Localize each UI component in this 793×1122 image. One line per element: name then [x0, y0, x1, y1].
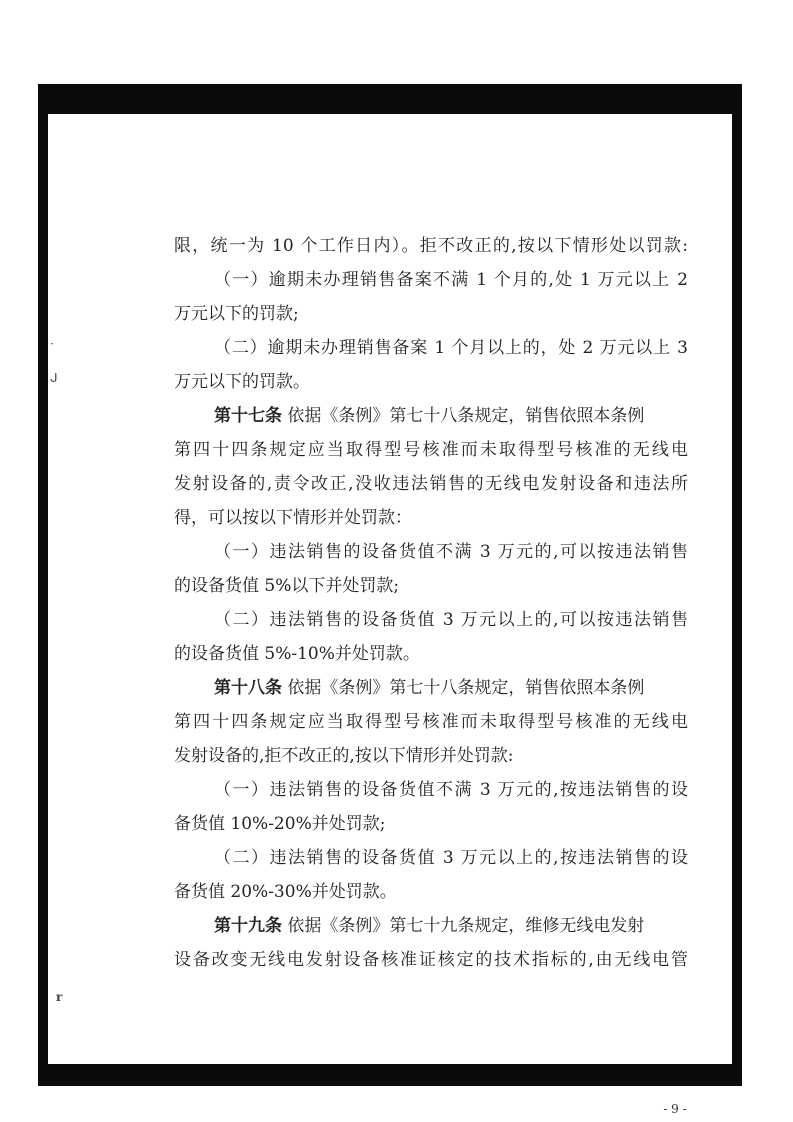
text-line: 发射设备的,拒不改正的,按以下情形并处罚款:: [174, 746, 514, 766]
article-heading: 第十七条: [214, 406, 282, 426]
article-text: 依据《条例》第七十八条规定，销售依照本条例: [287, 406, 645, 426]
article-text: 依据《条例》第七十九条规定，维修无线电发射: [287, 916, 645, 936]
article-text: 依据《条例》第七十八条规定，销售依照本条例: [287, 678, 645, 698]
article-heading: 第十九条: [214, 916, 282, 936]
text-line: （一）违法销售的设备货值不满 3 万元的,按违法销售的设: [214, 780, 688, 800]
text-line: 备货值 20%-30%并处罚款。: [174, 882, 397, 902]
text-line: （二）逾期未办理销售备案 1 个月以上的，处 2 万元以上 3: [214, 338, 688, 358]
scan-mark: ·: [50, 337, 54, 351]
document-page: [48, 114, 732, 1116]
text-line: 第四十四条规定应当取得型号核准而未取得型号核准的无线电: [174, 440, 688, 460]
text-line: 备货值 10%-20%并处罚款;: [174, 814, 386, 834]
article-19-first-line: [214, 915, 688, 937]
text-line: （二）违法销售的设备货值 3 万元以上的,按违法销售的设: [214, 848, 688, 868]
text-line: 的设备货值 5%-10%并处罚款。: [174, 644, 420, 664]
page-number: - 9 -: [663, 1102, 687, 1116]
text-line: 限，统一为 10 个工作日内）。拒不改正的,按以下情形处以罚款:: [174, 236, 688, 256]
text-line: 的设备货值 5%以下并处罚款;: [174, 576, 400, 596]
text-line: （一）逾期未办理销售备案不满 1 个月的,处 1 万元以上 2: [214, 270, 688, 290]
text-line: 第四十四条规定应当取得型号核准而未取得型号核准的无线电: [174, 712, 688, 732]
article-heading: 第十八条: [214, 678, 282, 698]
scan-mark: ᒍ: [50, 371, 58, 385]
text-line: 设备改变无线电发射设备核准证核定的技术指标的,由无线电管: [174, 950, 688, 970]
text-line: （二）违法销售的设备货值 3 万元以上的,可以按违法销售: [214, 610, 688, 630]
text-line: （一）违法销售的设备货值不满 3 万元的,可以按违法销售: [214, 542, 688, 562]
text-line: 万元以下的罚款。: [174, 372, 310, 392]
article-17-first-line: [214, 405, 688, 427]
article-18-first-line: [214, 677, 688, 699]
text-line: 得，可以按以下情形并处罚款：: [174, 508, 412, 528]
scan-mark: r: [56, 990, 63, 1004]
text-line: 发射设备的,责令改正,没收违法销售的无线电发射设备和违法所: [174, 474, 688, 494]
text-line: 万元以下的罚款;: [174, 304, 299, 324]
